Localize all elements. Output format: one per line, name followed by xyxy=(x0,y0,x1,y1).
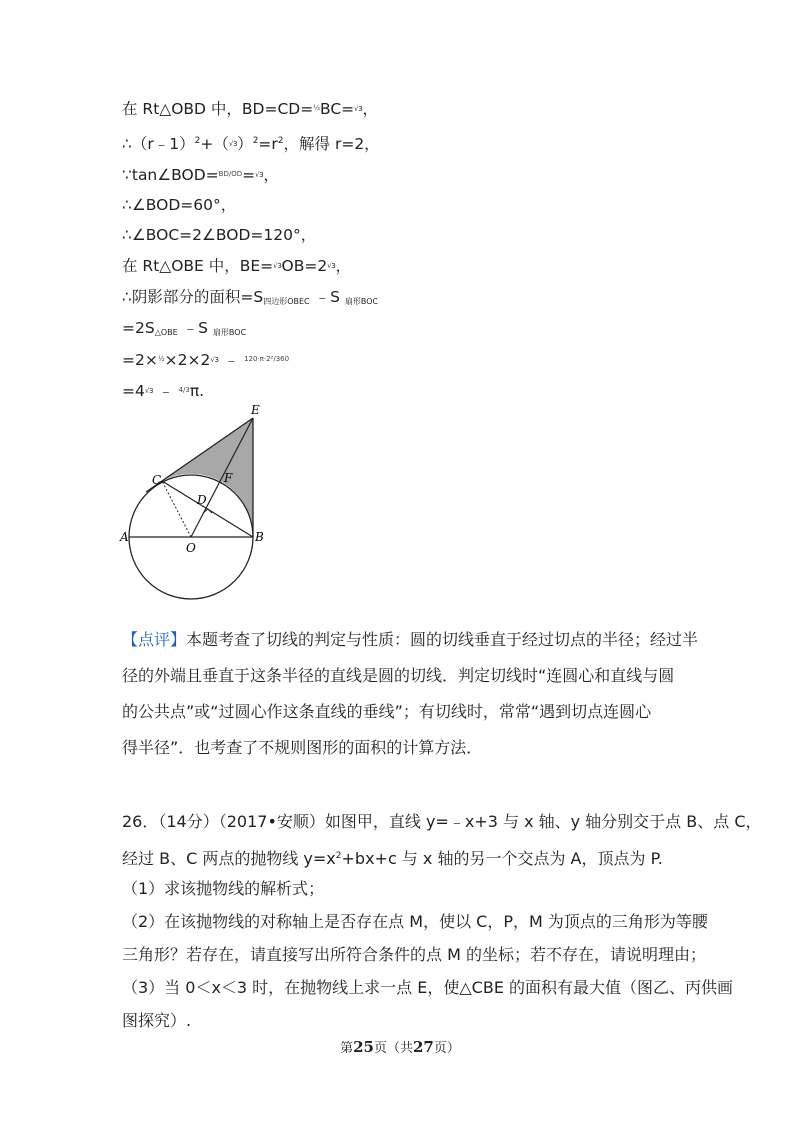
label-c: C xyxy=(152,473,162,487)
solution-line-1: 在 Rt△OBD 中，BD=CD=$^{\frac{1}{2}}$BC=√3， xyxy=(122,100,379,118)
problem-line-2: 经过 B、C 两点的抛物线 $y=x^2+bx+c$ 与 x 轴的另一个交点为 A，顶点为 P. xyxy=(122,849,663,868)
solution-line-8: $=2S_{\triangle OBE}$ ﹣S $_{扇形BOC}$ xyxy=(122,319,247,337)
problem-line-4: （2）在该抛物线的对称轴上是否存在点 M，使以 C，P，M 为顶点的三角形为等腰 xyxy=(122,912,708,931)
solution-line-4: ∴∠BOD=60°， xyxy=(122,196,237,214)
problem-line-1: 26．（14分）（2017•安顺）如图甲，直线 y=﹣x+3 与 x 轴、y 轴分别交于点 B、点 C， xyxy=(122,812,762,831)
page-number: 25 xyxy=(353,1038,374,1056)
problem-line-3: （1）求该抛物线的解析式； xyxy=(122,879,325,898)
problem-line-6: （3）当 0＜x＜3 时，在抛物线上求一点 E，使△CBE 的面积有最大值（图乙、丙供画 xyxy=(122,978,734,997)
label-a: A xyxy=(120,530,129,544)
comment-line-4: 得半径”．也考查了不规则图形的面积的计算方法． xyxy=(122,738,483,757)
label-f: F xyxy=(224,471,233,485)
page-total: 27 xyxy=(413,1038,434,1056)
comment-line-1: 【点评】本题考查了切线的判定与性质：圆的切线垂直于经过切点的半径；经过半 xyxy=(122,630,699,649)
comment-tag: 【点评】 xyxy=(122,630,187,649)
solution-line-6: 在 Rt△OBE 中，BE=√3OB=2√3， xyxy=(122,257,352,275)
solution-line-2: $\therefore(r﹣1)^2+(√3)^2=r^2$，解得 r=2， xyxy=(122,135,380,153)
label-d: D xyxy=(197,493,207,507)
label-e: E xyxy=(251,403,260,417)
solution-line-9: =2×$^{\frac{1}{2}}$×2×2√3 ﹣ $^{120\cdot\pi\cdot 2^2/360}$ xyxy=(122,351,290,369)
solution-line-5: ∴∠BOC=2∠BOD=120°， xyxy=(122,226,317,244)
geometry-figure xyxy=(118,400,278,600)
problem-line-7: 图探究）. xyxy=(122,1011,192,1030)
comment-line-2: 径的外端且垂直于这条半径的直线是圆的切线．判定切线时“连圆心和直线与圆 xyxy=(122,666,675,685)
label-o: O xyxy=(186,541,196,555)
solution-line-3: ∵tan∠BOD=$^{BD/OD}$=√3， xyxy=(122,166,279,184)
problem-line-5: 三角形？若存在，请直接写出所符合条件的点 M 的坐标；若不存在，请说明理由； xyxy=(122,945,706,964)
solution-line-7: ∴阴影部分的面积$=S_{四边形OBEC}$ ﹣S $_{扇形BOC}$ xyxy=(122,288,379,306)
label-b: B xyxy=(255,530,264,544)
comment-line-3: 的公共点”或“过圆心作这条直线的垂线”；有切线时，常常“遇到切点连圆心 xyxy=(122,702,652,721)
page-footer: 第25页（共27页） xyxy=(340,1038,460,1056)
solution-line-10: =4√3 ﹣ $^{4/3}$π. xyxy=(122,382,205,400)
